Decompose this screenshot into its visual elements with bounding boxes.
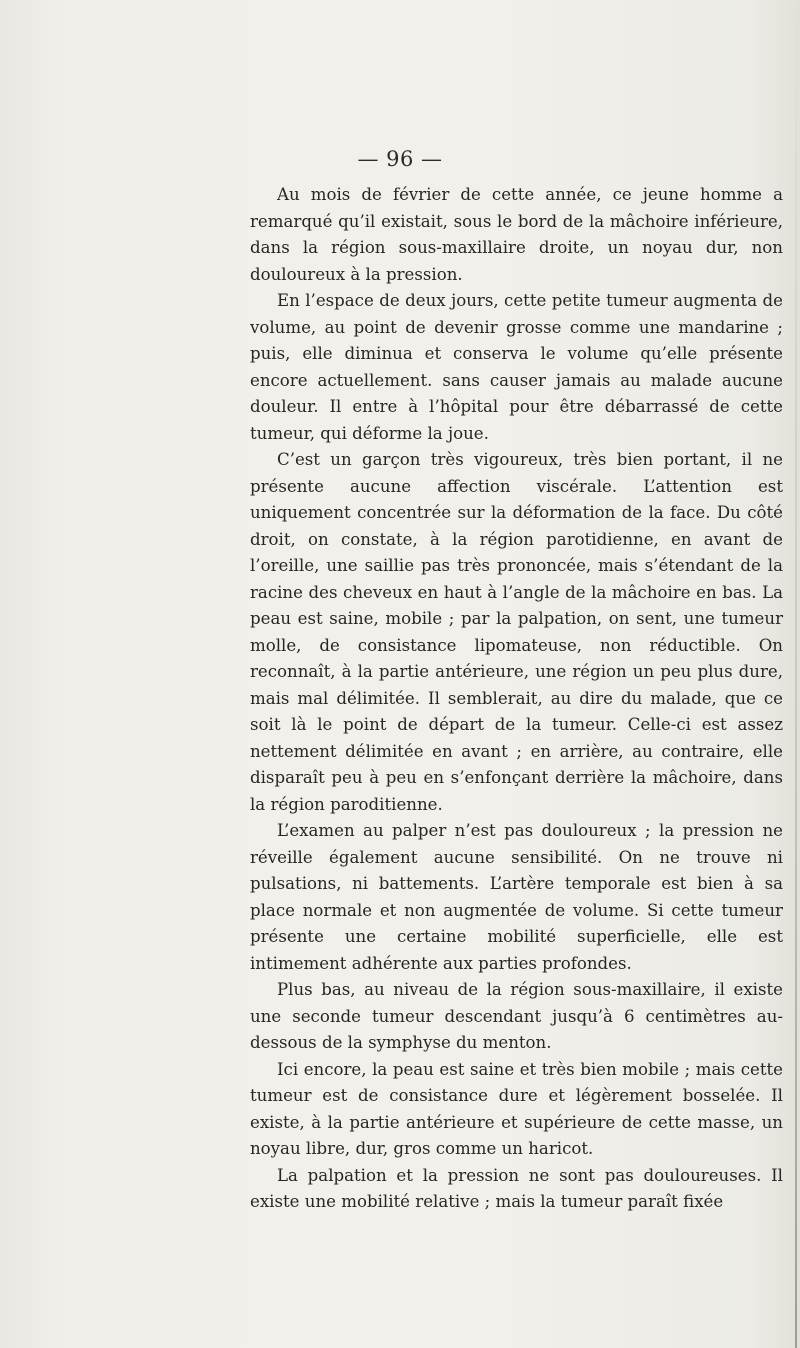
- page-edge-shadow: [795, 0, 797, 1348]
- paragraph-1: Au mois de février de cette année, ce jeune homme a remarqué qu’il existait, sous le bord de la mâchoire inférieure, dans la région sous-maxillaire droite, un noyau dur, non douloureux à la pression.: [250, 185, 783, 284]
- body-text: [250, 182, 783, 1216]
- paragraph-7: La palpation et la pression ne sont pas douloureuses. Il existe une mobilité relative ; mais la tumeur paraît fixée: [250, 1165, 783, 1211]
- paragraph-4: L’examen au palper n’est pas douloureux ; la pression ne réveille également aucune sensibilité. On ne trouve ni pulsations, ni battements. L’artère temporale est bien à sa place normale et non augmentée de volume. Si cette tumeur présente une certaine mobilité superficielle, elle est intimement adhérente aux parties profondes.: [250, 821, 783, 973]
- paragraph-6: Ici encore, la peau est saine et très bien mobile ; mais cette tumeur est de consistance dure et légèrement bosselée. Il existe, à la partie antérieure et supérieure de cette masse, un noyau libre, dur, gros comme un haricot.: [250, 1059, 783, 1158]
- paragraph-2: En l’espace de deux jours, cette petite tumeur augmenta de volume, au point de devenir grosse comme une mandarine ; puis, elle diminua et conserva le volume qu’elle présente encore actuellement. sans causer jamais au malade aucune douleur. Il entre à l’hôpital pour être débarrassé de cette tumeur, qui déforme la joue.: [250, 291, 783, 443]
- paragraph-5: Plus bas, au niveau de la région sous-maxillaire, il existe une seconde tumeur descendant jusqu’à 6 centimètres au-dessous de la symphyse du menton.: [250, 980, 783, 1052]
- paragraph-3: C’est un garçon très vigoureux, très bien portant, il ne présente aucune affection viscérale. L’attention est uniquement concentrée sur la déformation de la face. Du côté droit, on constate, à la région parotidienne, en avant de l’oreille, une saillie pas très prononcée, mais s’étendant de la racine des cheveux en haut à l’angle de la mâchoire en bas. La peau est saine, mobile ; par la palpation, on sent, une tumeur molle, de consistance lipomateuse, non réductible. On reconnaît, à la partie antérieure, une région un peu plus dure, mais mal délimitée. Il semblerait, au dire du malade, que ce soit là le point de départ de la tumeur. Celle-ci est assez nettement délimitée en avant ; en arrière, au contraire, elle disparaît peu à peu en s’enfonçant derrière la mâchoire, dans la région paroditienne.: [250, 450, 783, 814]
- page-number: — 96 —: [357, 147, 443, 171]
